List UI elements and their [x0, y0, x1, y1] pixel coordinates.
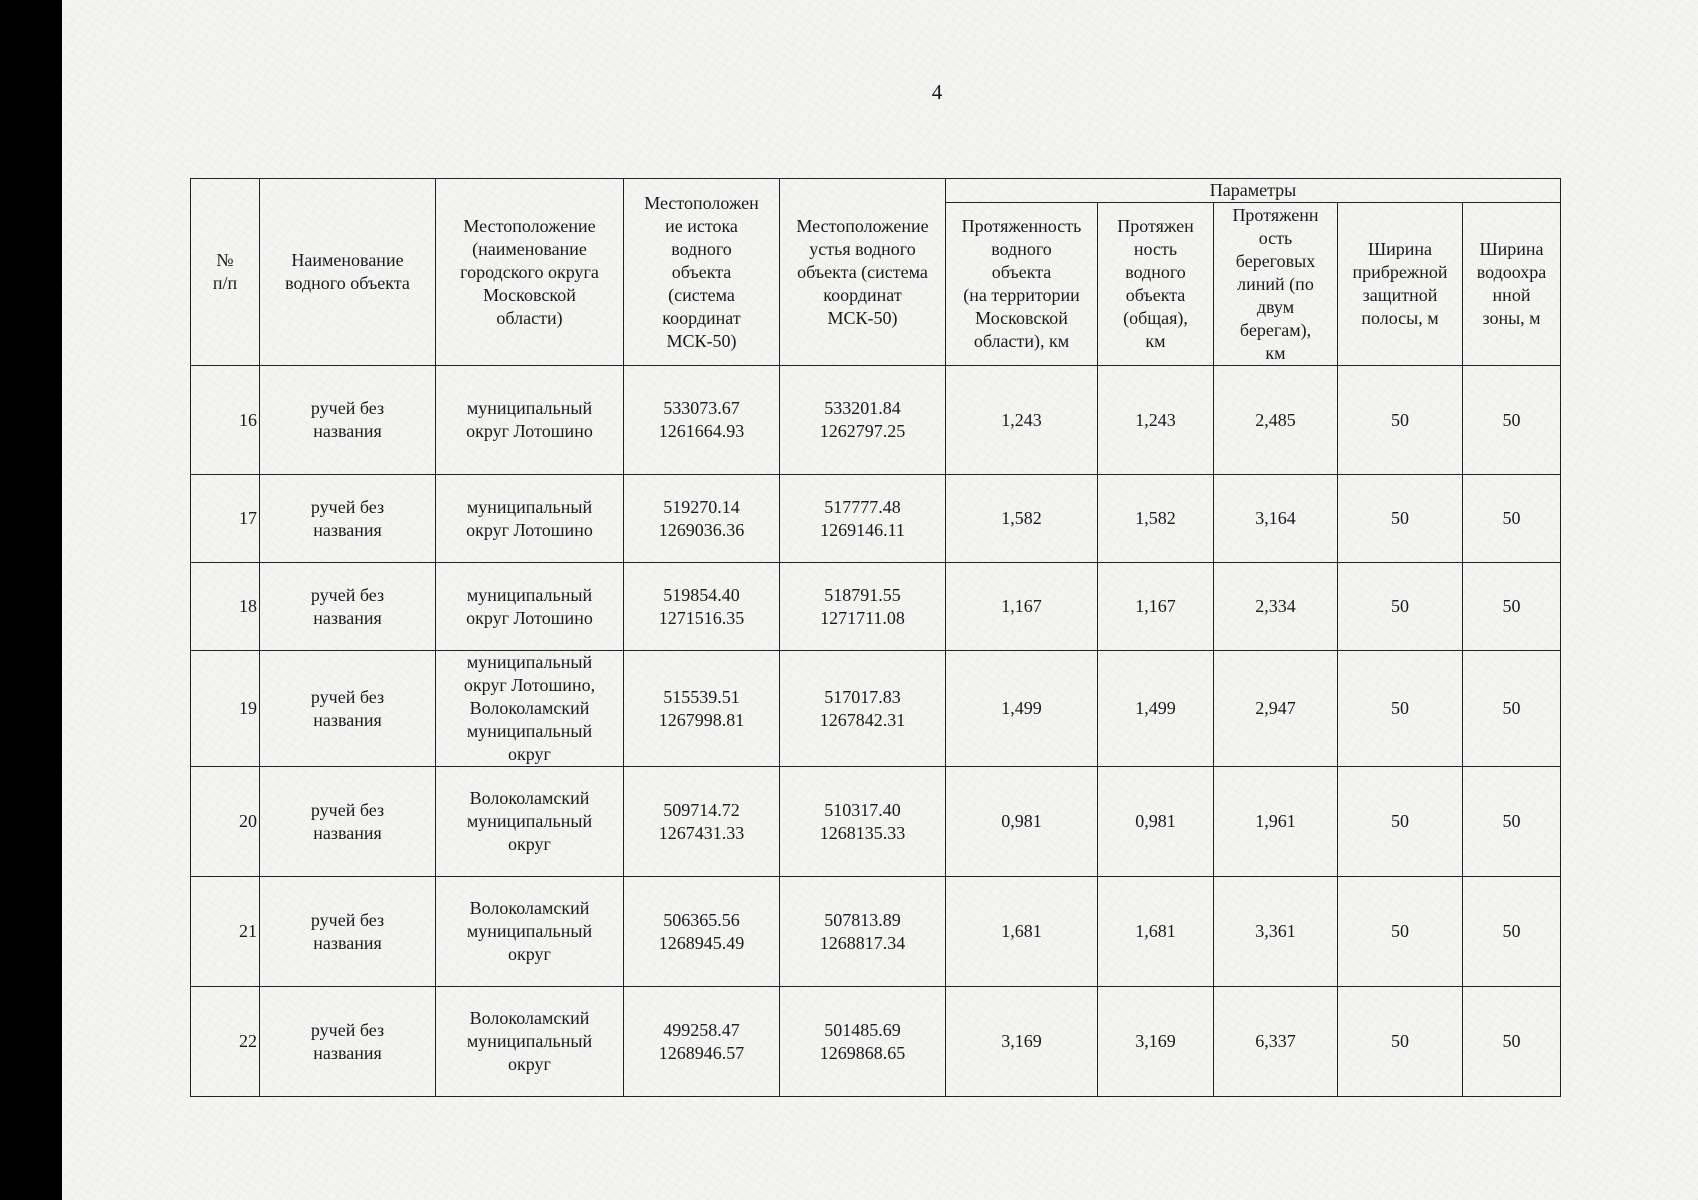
mouth-coordinates: 517017.83 1267842.31	[780, 651, 946, 767]
source-coordinates: 515539.51 1267998.81	[624, 651, 780, 767]
table-row	[191, 366, 1561, 475]
buffer-strip-width: 50	[1338, 475, 1463, 563]
object-name: ручей без названия	[260, 651, 436, 767]
object-name: ручей без названия	[260, 987, 436, 1097]
shoreline-length: 2,334	[1214, 563, 1338, 651]
shoreline-length: 6,337	[1214, 987, 1338, 1097]
protection-zone-width: 50	[1463, 767, 1561, 877]
source-coordinates: 519270.14 1269036.36	[624, 475, 780, 563]
buffer-strip-width: 50	[1338, 563, 1463, 651]
buffer-strip-width: 50	[1338, 987, 1463, 1097]
length-mo: 1,582	[946, 475, 1098, 563]
object-location: Волоколамский муниципальный округ	[436, 767, 624, 877]
length-mo: 0,981	[946, 767, 1098, 877]
object-location: Волоколамский муниципальный округ	[436, 877, 624, 987]
page-number: 4	[931, 80, 943, 104]
header-location: Местоположение (наименование городского округа Московской области)	[436, 179, 624, 366]
buffer-strip-width: 50	[1338, 767, 1463, 877]
header-mouth: Местоположение устья водного объекта (система координат МСК-50)	[780, 179, 946, 366]
mouth-coordinates: 533201.84 1262797.25	[780, 366, 946, 475]
length-mo: 1,243	[946, 366, 1098, 475]
source-coordinates: 509714.72 1267431.33	[624, 767, 780, 877]
protection-zone-width: 50	[1463, 475, 1561, 563]
mouth-coordinates: 510317.40 1268135.33	[780, 767, 946, 877]
header-protection-zone: Ширина водоохра нной зоны, м	[1463, 203, 1561, 366]
length-total: 3,169	[1098, 987, 1214, 1097]
object-name: ручей без названия	[260, 767, 436, 877]
protection-zone-width: 50	[1463, 366, 1561, 475]
source-coordinates: 506365.56 1268945.49	[624, 877, 780, 987]
buffer-strip-width: 50	[1338, 877, 1463, 987]
shoreline-length: 3,361	[1214, 877, 1338, 987]
object-name: ручей без названия	[260, 366, 436, 475]
protection-zone-width: 50	[1463, 563, 1561, 651]
shoreline-length: 1,961	[1214, 767, 1338, 877]
buffer-strip-width: 50	[1338, 651, 1463, 767]
object-location: муниципальный округ Лотошино	[436, 563, 624, 651]
object-name: ручей без названия	[260, 877, 436, 987]
shoreline-length: 2,947	[1214, 651, 1338, 767]
header-source: Местоположен ие истока водного объекта (система координат МСК-50)	[624, 179, 780, 366]
length-total: 1,243	[1098, 366, 1214, 475]
row-number: 19	[191, 651, 260, 767]
header-length-mo: Протяженность водного объекта (на территории Московской области), км	[946, 203, 1098, 366]
source-coordinates: 499258.47 1268946.57	[624, 987, 780, 1097]
row-number: 20	[191, 767, 260, 877]
length-mo: 3,169	[946, 987, 1098, 1097]
mouth-coordinates: 501485.69 1269868.65	[780, 987, 946, 1097]
mouth-coordinates: 507813.89 1268817.34	[780, 877, 946, 987]
object-location: Волоколамский муниципальный округ	[436, 987, 624, 1097]
header-shoreline: Протяженн ость береговых линий (по двум берегам), км	[1214, 203, 1338, 366]
header-parameters: Параметры	[946, 179, 1561, 203]
length-total: 1,681	[1098, 877, 1214, 987]
mouth-coordinates: 518791.55 1271711.08	[780, 563, 946, 651]
table-row	[191, 767, 1561, 877]
protection-zone-width: 50	[1463, 877, 1561, 987]
mouth-coordinates: 517777.48 1269146.11	[780, 475, 946, 563]
row-number: 18	[191, 563, 260, 651]
header-length-total: Протяжен ность водного объекта (общая), км	[1098, 203, 1214, 366]
object-location: муниципальный округ Лотошино	[436, 475, 624, 563]
protection-zone-width: 50	[1463, 651, 1561, 767]
object-location: муниципальный округ Лотошино, Волоколамский муниципальный округ	[436, 651, 624, 767]
table-header	[191, 179, 1561, 366]
length-mo: 1,499	[946, 651, 1098, 767]
shoreline-length: 2,485	[1214, 366, 1338, 475]
length-total: 1,499	[1098, 651, 1214, 767]
row-number: 16	[191, 366, 260, 475]
object-name: ручей без названия	[260, 475, 436, 563]
header-name: Наименование водного объекта	[260, 179, 436, 366]
source-coordinates: 533073.67 1261664.93	[624, 366, 780, 475]
water-objects-table	[190, 178, 1561, 1097]
table-row	[191, 475, 1561, 563]
buffer-strip-width: 50	[1338, 366, 1463, 475]
table-row	[191, 877, 1561, 987]
source-coordinates: 519854.40 1271516.35	[624, 563, 780, 651]
table-body	[191, 366, 1561, 1097]
scan-margin-bar	[0, 0, 62, 1200]
row-number: 17	[191, 475, 260, 563]
length-total: 1,167	[1098, 563, 1214, 651]
header-buffer-strip: Ширина прибрежной защитной полосы, м	[1338, 203, 1463, 366]
table-row	[191, 651, 1561, 767]
row-number: 22	[191, 987, 260, 1097]
header-num: № п/п	[191, 179, 260, 366]
length-total: 1,582	[1098, 475, 1214, 563]
protection-zone-width: 50	[1463, 987, 1561, 1097]
shoreline-length: 3,164	[1214, 475, 1338, 563]
length-mo: 1,167	[946, 563, 1098, 651]
length-total: 0,981	[1098, 767, 1214, 877]
object-name: ручей без названия	[260, 563, 436, 651]
table-row	[191, 987, 1561, 1097]
header-row-top	[191, 179, 1561, 203]
row-number: 21	[191, 877, 260, 987]
length-mo: 1,681	[946, 877, 1098, 987]
object-location: муниципальный округ Лотошино	[436, 366, 624, 475]
table-row	[191, 563, 1561, 651]
